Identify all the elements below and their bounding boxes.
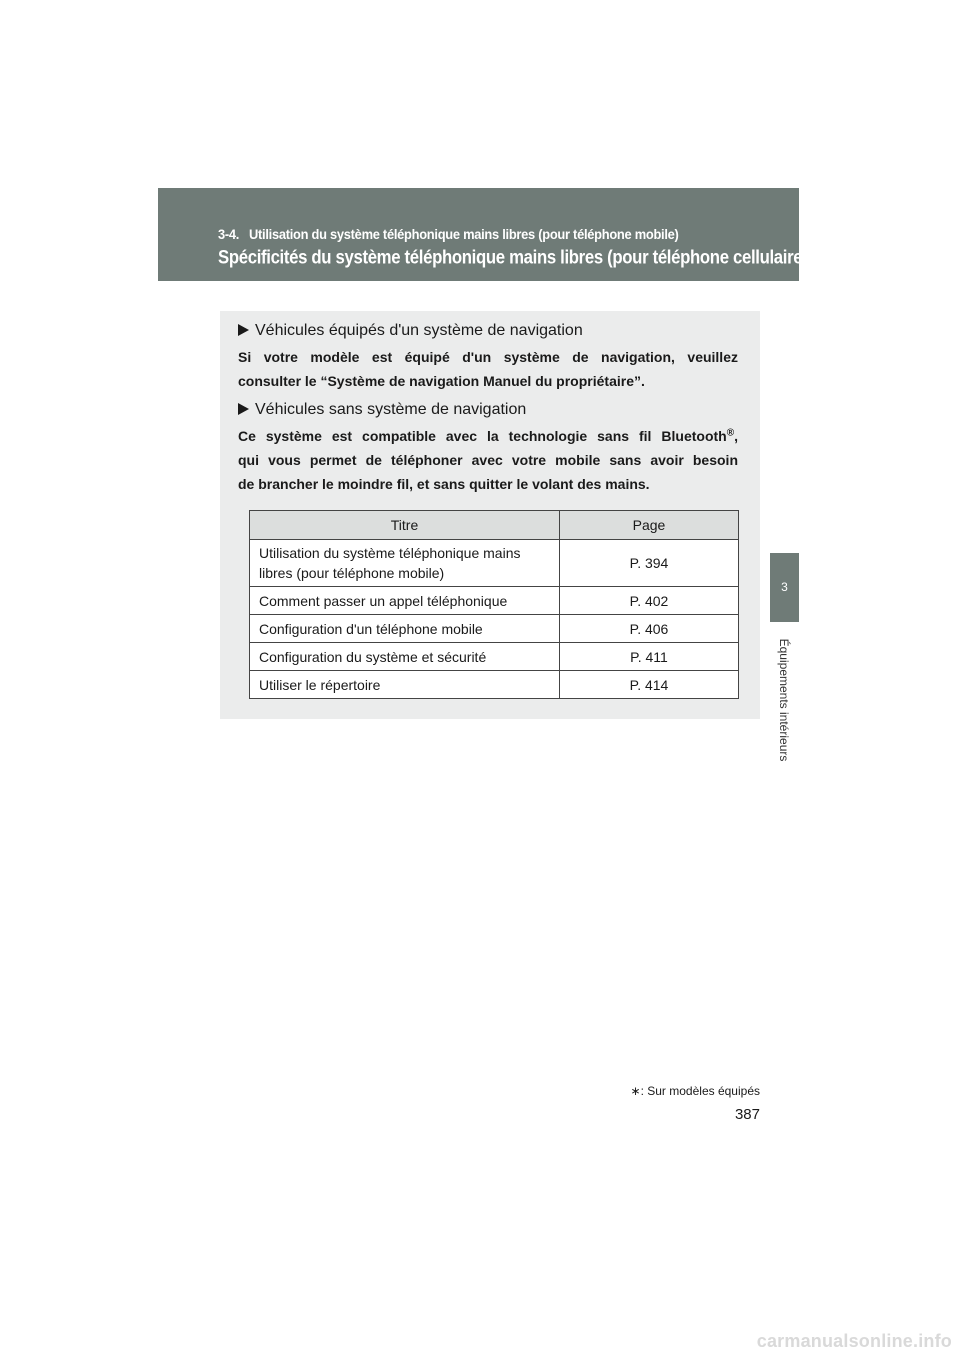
registered-mark: ®: [726, 427, 735, 439]
table-row[interactable]: [250, 587, 739, 615]
row-page-reference: P. 414: [560, 671, 739, 699]
table-row[interactable]: [250, 540, 739, 587]
page-title-text: Spécificités du système téléphonique mains libres (pour téléphone cellulaire): [218, 246, 808, 269]
reference-table: [249, 510, 739, 699]
chapter-label: Équipements intérieurs: [777, 638, 791, 762]
table-row[interactable]: [250, 615, 739, 643]
section-label: 3-4. Utilisation du système téléphonique mains libres (pour téléphone mobile): [218, 226, 679, 242]
column-header-title: Titre: [250, 511, 560, 540]
chapter-tab[interactable]: 3: [770, 553, 799, 622]
heading-with-navigation: [238, 322, 583, 340]
triangle-bullet-icon: [238, 403, 249, 415]
row-page-reference: P. 406: [560, 615, 739, 643]
row-title: [250, 540, 560, 587]
paragraph-line: de brancher le moindre fil, et sans quitter le volant des mains.: [238, 476, 650, 492]
paragraph-with-navigation: [238, 345, 738, 393]
heading-without-navigation-text: Véhicules sans système de navigation: [255, 401, 527, 418]
heading-without-navigation: [238, 401, 526, 419]
triangle-bullet-icon: [238, 324, 249, 336]
heading-with-navigation-text: Véhicules équipés d'un système de navigation: [255, 322, 583, 339]
row-page-reference: P. 411: [560, 643, 739, 671]
paragraph-line-text: Ce système est compatible avec la technologie sans fil Bluetooth: [238, 428, 727, 444]
footnote: ∗: Sur modèles équipés: [630, 1084, 760, 1098]
paragraph-line-comma: ,: [734, 428, 738, 444]
table-header-row: [250, 511, 739, 540]
paragraph-line: qui vous permet de téléphoner avec votre mobile sans avoir besoin: [238, 452, 738, 468]
paragraph-line: [238, 424, 738, 448]
row-page-reference: P. 394: [560, 540, 739, 587]
table-row[interactable]: [250, 643, 739, 671]
row-title: Configuration du système et sécurité: [250, 643, 560, 671]
paragraph-line: consulter le “Système de navigation Manuel du propriétaire”.: [238, 373, 645, 389]
row-title-line: libres (pour téléphone mobile): [259, 565, 445, 581]
section-header-banner: [158, 188, 817, 281]
row-page-reference: P. 402: [560, 587, 739, 615]
row-title: Utiliser le répertoire: [250, 671, 560, 699]
paragraph-without-navigation: [238, 424, 738, 496]
row-title: Configuration d'un téléphone mobile: [250, 615, 560, 643]
row-title-line: Utilisation du système téléphonique mains: [259, 545, 521, 561]
row-title: Comment passer un appel téléphonique: [250, 587, 560, 615]
table-row[interactable]: [250, 671, 739, 699]
content-box: [220, 311, 760, 719]
paragraph-line: Si votre modèle est équipé d'un système de navigation, veuillez: [238, 349, 738, 365]
page-number: 387: [734, 1106, 760, 1123]
title-asterisk: ∗: [807, 244, 817, 259]
column-header-page: Page: [560, 511, 739, 540]
watermark-text[interactable]: carmanualsonline.info: [756, 1331, 952, 1351]
page-title: [218, 244, 817, 270]
